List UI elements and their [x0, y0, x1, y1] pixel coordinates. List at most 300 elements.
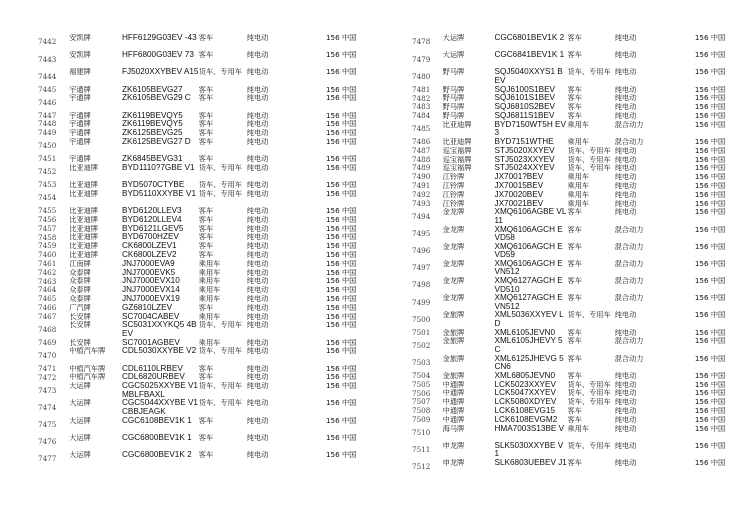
- model-cell: CK6800LZEV2: [121, 251, 177, 260]
- vehicle-type-cell: 乘用车: [567, 173, 590, 182]
- power-type-cell: 纯电动: [614, 85, 637, 94]
- row-number: 7507: [412, 398, 431, 407]
- table-row: [38, 233, 374, 242]
- model-cell: XMQ6127AGCH EVD510: [494, 277, 563, 294]
- table-row: [38, 251, 374, 260]
- power-type-cell: 混合动力: [614, 294, 644, 303]
- model-cell: SQJ5040XXYS1 BEV: [494, 68, 563, 85]
- table-row: [38, 260, 374, 269]
- batch-cell: 156 中国: [325, 347, 357, 356]
- table-row: [412, 191, 742, 200]
- batch-cell: 156 中国: [694, 277, 726, 286]
- row-number: 7476: [38, 437, 57, 447]
- brand-cell: 野马牌: [442, 94, 465, 103]
- vehicle-type-cell: 货车、专用车: [567, 398, 611, 407]
- table-row: [412, 294, 742, 311]
- brand-cell: 中植汽车牌: [69, 364, 106, 373]
- model-cell: STJ5023XXYEV: [494, 155, 555, 164]
- table-row: [38, 207, 374, 216]
- power-type-cell: 纯电动: [246, 312, 269, 321]
- row-number: 7492: [412, 190, 431, 199]
- power-type-cell: 纯电动: [614, 164, 637, 173]
- power-type-cell: 纯电动: [246, 399, 269, 408]
- row-number: 7494: [412, 211, 431, 221]
- brand-cell: 金龙牌: [442, 259, 465, 268]
- brand-cell: 申龙牌: [442, 458, 465, 467]
- row-number: 7510: [412, 427, 431, 437]
- row-number: 7497: [412, 263, 431, 273]
- batch-cell: 156 中国: [325, 242, 357, 251]
- batch-cell: 156 中国: [325, 259, 357, 268]
- power-type-cell: 纯电动: [614, 441, 637, 450]
- model-cell: SC5031XXYKQ5 4BEV: [121, 321, 197, 338]
- power-type-cell: 纯电动: [614, 103, 637, 112]
- batch-cell: 156 中国: [325, 181, 357, 190]
- table-row: [412, 86, 742, 95]
- vehicle-type-cell: 客车: [567, 94, 582, 103]
- model-cell: HMA7003S13BE V: [494, 424, 565, 433]
- model-cell: SC7004CABEV: [121, 312, 180, 321]
- table-row: [38, 347, 374, 364]
- power-type-cell: 纯电动: [614, 406, 637, 415]
- row-number: 7488: [412, 155, 431, 164]
- vehicle-type-cell: 客车: [198, 155, 214, 164]
- power-type-cell: 纯电动: [246, 268, 269, 277]
- vehicle-type-cell: 货车、专用车: [567, 389, 611, 398]
- model-cell: LCK5023XXYEV: [494, 380, 556, 389]
- table-row: [38, 216, 374, 225]
- vehicle-type-cell: 乘用车: [198, 312, 221, 321]
- row-number: 7453: [38, 181, 57, 190]
- table-row: [412, 459, 742, 476]
- batch-cell: 156 中国: [325, 303, 357, 312]
- power-type-cell: 混合动力: [614, 137, 644, 146]
- table-row: [38, 304, 374, 313]
- batch-cell: 156 中国: [694, 146, 726, 155]
- row-number: 7447: [38, 111, 57, 120]
- power-type-cell: 纯电动: [246, 416, 269, 425]
- batch-cell: 156 中国: [325, 111, 357, 120]
- model-cell: LCK5047XXYEV: [494, 389, 556, 398]
- brand-cell: 野马牌: [442, 85, 465, 94]
- batch-cell: 156 中国: [694, 441, 726, 450]
- batch-cell: 156 中国: [694, 68, 726, 77]
- table-row: [412, 208, 742, 225]
- brand-cell: 中通牌: [442, 389, 465, 398]
- brand-cell: 金龙牌: [442, 208, 465, 217]
- model-cell: JX7001?BEV: [494, 173, 544, 182]
- power-type-cell: 纯电动: [246, 189, 269, 198]
- brand-cell: 金旅牌: [442, 337, 465, 346]
- table-row: [38, 399, 374, 416]
- power-type-cell: 纯电动: [246, 111, 269, 120]
- row-number: 7461: [38, 259, 57, 269]
- vehicle-type-cell: 客车: [567, 458, 582, 467]
- batch-cell: 156 中国: [325, 51, 357, 60]
- brand-cell: 大运牌: [69, 433, 91, 442]
- batch-cell: 156 中国: [325, 268, 357, 277]
- model-cell: XMQ6106AGCH EVD58: [494, 225, 563, 242]
- power-type-cell: 纯电动: [246, 224, 269, 233]
- power-type-cell: 纯电动: [614, 424, 637, 433]
- table-row: [412, 173, 742, 182]
- vehicle-type-cell: 乘用车: [567, 181, 590, 190]
- brand-cell: 江铃牌: [442, 181, 465, 190]
- model-cell: ZK6119BEVQY5: [121, 120, 183, 129]
- batch-cell: 156 中国: [694, 389, 726, 398]
- model-cell: STJ5024XXYEV: [494, 164, 555, 173]
- power-type-cell: 纯电动: [614, 94, 637, 103]
- table-row: [412, 182, 742, 191]
- table-row: [38, 365, 374, 374]
- model-cell: XML6105JHEVY 5C: [494, 337, 563, 354]
- row-number: 7469: [38, 338, 57, 347]
- vehicle-type-cell: 客车: [567, 259, 582, 268]
- brand-cell: 长安牌: [69, 338, 91, 347]
- power-type-cell: 混合动力: [614, 277, 644, 286]
- vehicle-type-cell: 客车: [198, 233, 214, 242]
- batch-cell: 156 中国: [694, 328, 726, 337]
- batch-cell: 156 中国: [694, 137, 726, 146]
- model-cell: XML6105JEVN0: [494, 328, 556, 337]
- brand-cell: 大运牌: [442, 34, 465, 42]
- batch-cell: 156 中国: [325, 85, 357, 94]
- batch-cell: 156 中国: [325, 68, 357, 77]
- brand-cell: 巡宝福牌: [442, 146, 472, 155]
- table-row: [38, 120, 374, 129]
- brand-cell: 野马牌: [442, 103, 465, 112]
- batch-cell: 156 中国: [325, 233, 357, 242]
- batch-cell: 156 中国: [325, 312, 357, 321]
- power-type-cell: 纯电动: [246, 286, 269, 295]
- power-type-cell: 纯电动: [246, 68, 269, 77]
- table-row: [412, 407, 742, 416]
- row-number: 7496: [412, 246, 431, 256]
- vehicle-type-cell: 货车、专用车: [198, 163, 242, 172]
- batch-cell: 156 中国: [325, 251, 357, 260]
- table-row: [38, 382, 374, 399]
- model-cell: CDL6820URBEV: [121, 373, 185, 382]
- table-row: [38, 451, 374, 468]
- power-type-cell: 纯电动: [246, 382, 269, 391]
- vehicle-type-cell: 货车、专用车: [567, 380, 611, 389]
- row-number: 7454: [38, 193, 57, 203]
- table-row: [38, 225, 374, 234]
- row-number: 7468: [38, 324, 57, 334]
- table-row: [38, 138, 374, 155]
- row-number: 7491: [412, 181, 431, 191]
- row-number: 7509: [412, 415, 431, 424]
- brand-cell: 比亚迪牌: [69, 233, 98, 242]
- brand-cell: 宇通牌: [69, 111, 91, 120]
- model-cell: CGC6841BEV1K 1: [494, 51, 565, 60]
- vehicle-type-cell: 客车: [198, 111, 214, 120]
- batch-cell: 156 中国: [325, 399, 357, 408]
- batch-cell: 156 中国: [694, 181, 726, 190]
- model-cell: ZK6125BEVG25: [121, 129, 183, 138]
- row-number: 7501: [412, 328, 431, 337]
- vehicle-type-cell: 客车: [198, 129, 214, 138]
- model-cell: ZK6125BEVG27 D: [121, 137, 191, 146]
- model-cell: CK6800LZEV1: [121, 242, 177, 251]
- table-row: [412, 147, 742, 156]
- batch-cell: 156 中国: [694, 208, 726, 217]
- batch-cell: 156 中国: [694, 415, 726, 424]
- model-cell: FJ5020XXYBEV A15: [121, 68, 199, 77]
- batch-cell: 156 中国: [694, 155, 726, 164]
- row-number: 7466: [38, 303, 57, 312]
- model-cell: XML6125JHEVG 5CN6: [494, 354, 564, 372]
- vehicle-type-cell: 乘用车: [567, 424, 590, 433]
- model-cell: SQJ6101S1BEV: [494, 94, 556, 103]
- power-type-cell: 混合动力: [614, 337, 644, 346]
- brand-cell: 比亚迪牌: [442, 137, 472, 146]
- power-type-cell: 纯电动: [246, 364, 269, 373]
- power-type-cell: 纯电动: [246, 137, 269, 146]
- power-type-cell: 纯电动: [246, 129, 269, 138]
- power-type-cell: 纯电动: [246, 277, 269, 286]
- model-cell: ZK6119BEVQY5: [121, 111, 183, 120]
- model-cell: JNJ7000EVX10: [121, 277, 180, 286]
- vehicle-type-cell: 客车: [198, 364, 214, 373]
- vehicle-type-cell: 货车、专用车: [567, 311, 611, 320]
- power-type-cell: 纯电动: [614, 181, 637, 190]
- row-number: 7498: [412, 280, 431, 290]
- power-type-cell: 纯电动: [614, 190, 637, 199]
- row-number: 7446: [38, 97, 57, 107]
- table-row: [38, 269, 374, 278]
- table-row: [412, 442, 742, 459]
- vehicle-type-cell: 客车: [567, 354, 582, 363]
- batch-cell: 156 中国: [325, 286, 357, 295]
- model-cell: BYD5070CTYBE: [121, 181, 185, 190]
- table-row: [412, 156, 742, 165]
- brand-cell: 巡宝福牌: [442, 155, 472, 164]
- brand-cell: 宇通牌: [69, 120, 91, 129]
- table-row: [412, 311, 742, 328]
- power-type-cell: 纯电动: [246, 242, 269, 251]
- batch-cell: 156 中国: [694, 259, 726, 268]
- vehicle-type-cell: 货车、专用车: [567, 164, 611, 173]
- power-type-cell: 混合动力: [614, 225, 644, 234]
- model-cell: BYD7150WT5H EV3: [494, 120, 566, 138]
- vehicle-type-cell: 客车: [567, 371, 582, 380]
- table-row: [38, 190, 374, 207]
- batch-cell: 156 中国: [325, 338, 357, 347]
- vehicle-type-cell: 客车: [567, 337, 582, 346]
- row-number: 7457: [38, 224, 57, 233]
- table-row: [412, 337, 742, 354]
- vehicle-type-cell: 货车、专用车: [198, 321, 242, 330]
- row-number: 7467: [38, 312, 57, 321]
- batch-cell: 156 中国: [694, 103, 726, 112]
- brand-cell: 众泰牌: [69, 277, 91, 286]
- brand-cell: 中植汽车牌: [69, 373, 106, 382]
- power-type-cell: 混合动力: [614, 242, 644, 251]
- brand-cell: 比亚迪牌: [69, 242, 98, 251]
- row-number: 7444: [38, 71, 57, 81]
- row-number: 7471: [38, 364, 57, 373]
- vehicle-type-cell: 客车: [567, 51, 582, 60]
- model-cell: XMQ6106AGCH EVD59: [494, 242, 563, 260]
- row-number: 7451: [38, 155, 57, 164]
- brand-cell: 大运牌: [69, 416, 91, 425]
- model-cell: SQJ6810S2BEV: [494, 103, 556, 112]
- brand-cell: 福建牌: [69, 68, 91, 77]
- vehicle-type-cell: 货车、专用车: [198, 347, 242, 356]
- brand-cell: 海马牌: [442, 424, 465, 433]
- row-number: 7503: [412, 357, 431, 367]
- brand-cell: 金旅牌: [442, 311, 465, 320]
- table-row: [412, 200, 742, 209]
- batch-cell: 156 中国: [325, 120, 357, 129]
- left-table-body: [38, 34, 374, 468]
- model-cell: LCK5080XDYEV: [494, 398, 557, 407]
- brand-cell: 大运牌: [69, 399, 91, 408]
- row-number: 7482: [412, 94, 431, 103]
- vehicle-type-cell: 客车: [198, 207, 214, 216]
- model-cell: SLK6803UEBEV J1: [494, 458, 567, 467]
- power-type-cell: 纯电动: [246, 120, 269, 129]
- brand-cell: 广汽牌: [69, 303, 91, 312]
- row-number: 7502: [412, 340, 431, 350]
- table-row: [38, 181, 374, 190]
- table-row: [38, 242, 374, 251]
- vehicle-type-cell: 客车: [198, 303, 214, 312]
- row-number: 7487: [412, 146, 431, 155]
- row-number: 7463: [38, 277, 57, 286]
- row-number: 7508: [412, 406, 431, 416]
- brand-cell: 宇通牌: [69, 129, 91, 138]
- model-cell: BYD6120LLEV3: [121, 207, 182, 216]
- row-number: 7459: [38, 242, 57, 251]
- batch-cell: 156 中国: [325, 433, 357, 442]
- row-number: 7452: [38, 167, 57, 177]
- batch-cell: 156 中国: [694, 34, 726, 42]
- brand-cell: 长安牌: [69, 312, 91, 321]
- power-type-cell: 纯电动: [246, 233, 269, 242]
- vehicle-type-cell: 乘用车: [198, 259, 221, 268]
- model-cell: LCK6108EVG15: [494, 406, 556, 415]
- table-row: [38, 129, 374, 138]
- brand-cell: 宇通牌: [69, 85, 91, 94]
- batch-cell: 156 中国: [694, 406, 726, 415]
- batch-cell: 156 中国: [694, 424, 726, 433]
- row-number: 7481: [412, 85, 431, 94]
- model-cell: BYD6700HZEV: [121, 233, 179, 242]
- table-row: [38, 112, 374, 121]
- vehicle-type-cell: 客车: [198, 242, 214, 251]
- power-type-cell: 纯电动: [246, 34, 269, 42]
- model-cell: SQJ6811S1BEV: [494, 111, 555, 120]
- table-row: [38, 339, 374, 348]
- vehicle-type-cell: 客车: [198, 373, 214, 382]
- model-cell: JNJ7000EVX14: [121, 286, 180, 295]
- brand-cell: 比亚迪牌: [69, 215, 98, 224]
- table-row: [412, 68, 742, 85]
- brand-cell: 大运牌: [69, 382, 91, 391]
- row-number: 7462: [38, 268, 57, 277]
- right-table: [412, 34, 742, 476]
- brand-cell: 金龙牌: [442, 277, 465, 286]
- model-cell: BYD6121LGEV5: [121, 224, 184, 233]
- batch-cell: 156 中国: [694, 354, 726, 363]
- table-row: [38, 68, 374, 85]
- brand-cell: 大运牌: [69, 450, 91, 459]
- model-cell: JX70020BEV: [494, 190, 544, 199]
- power-type-cell: 纯电动: [246, 85, 269, 94]
- vehicle-type-cell: 货车、专用车: [198, 382, 242, 391]
- batch-cell: 156 中国: [325, 224, 357, 233]
- batch-cell: 156 中国: [325, 94, 357, 103]
- model-cell: JNJ7000EVX19: [121, 295, 180, 304]
- power-type-cell: 纯电动: [246, 215, 269, 224]
- power-type-cell: 纯电动: [614, 111, 637, 120]
- row-number: 7456: [38, 215, 57, 225]
- power-type-cell: 纯电动: [246, 373, 269, 382]
- brand-cell: 众泰牌: [69, 295, 91, 304]
- batch-cell: 156 中国: [325, 373, 357, 382]
- brand-cell: 安凯牌: [69, 34, 91, 42]
- vehicle-type-cell: 客车: [198, 34, 214, 42]
- vehicle-type-cell: 货车、专用车: [198, 399, 242, 408]
- row-number: 7455: [38, 207, 57, 216]
- batch-cell: 156 中国: [325, 129, 357, 138]
- model-cell: XML5036XXYEV LD: [494, 311, 564, 328]
- vehicle-type-cell: 乘用车: [567, 120, 590, 129]
- table-row: [412, 277, 742, 294]
- power-type-cell: 混合动力: [614, 120, 644, 129]
- brand-cell: 比亚迪牌: [442, 120, 472, 129]
- batch-cell: 156 中国: [694, 94, 726, 103]
- row-number: 7484: [412, 111, 431, 121]
- vehicle-type-cell: 客车: [567, 85, 582, 94]
- table-row: [412, 112, 742, 121]
- model-cell: ZK6105BEVG29 C: [121, 94, 191, 103]
- batch-cell: 156 中国: [694, 111, 726, 120]
- table-row: [38, 86, 374, 95]
- brand-cell: 比亚迪牌: [69, 224, 98, 233]
- batch-cell: 156 中国: [694, 190, 726, 199]
- vehicle-type-cell: 客车: [198, 450, 214, 459]
- row-number: 7450: [38, 141, 57, 151]
- table-row: [412, 51, 742, 68]
- model-cell: HFF6129G03EV -43: [121, 34, 197, 42]
- row-number: 7449: [38, 129, 57, 138]
- model-cell: CGC6800BEV1K 2: [121, 450, 192, 459]
- batch-cell: 156 中国: [694, 380, 726, 389]
- brand-cell: 金龙牌: [442, 294, 465, 303]
- table-row: [412, 381, 742, 390]
- table-row: [412, 103, 742, 112]
- vehicle-type-cell: 客车: [567, 277, 582, 286]
- brand-cell: 安凯牌: [69, 51, 91, 60]
- model-cell: CDL6110LRBEV: [121, 364, 183, 373]
- batch-cell: 156 中国: [694, 199, 726, 208]
- vehicle-type-cell: 乘用车: [198, 277, 221, 286]
- table-row: [412, 164, 742, 173]
- vehicle-type-cell: 货车、专用车: [567, 155, 611, 164]
- vehicle-type-cell: 客车: [198, 120, 214, 129]
- power-type-cell: 纯电动: [614, 173, 637, 182]
- vehicle-type-cell: 货车、专用车: [567, 146, 611, 155]
- vehicle-type-cell: 客车: [198, 85, 214, 94]
- batch-cell: 156 中国: [325, 416, 357, 425]
- batch-cell: 156 中国: [694, 164, 726, 173]
- power-type-cell: 纯电动: [246, 450, 269, 459]
- row-number: 7485: [412, 124, 431, 134]
- row-number: 7490: [412, 173, 431, 182]
